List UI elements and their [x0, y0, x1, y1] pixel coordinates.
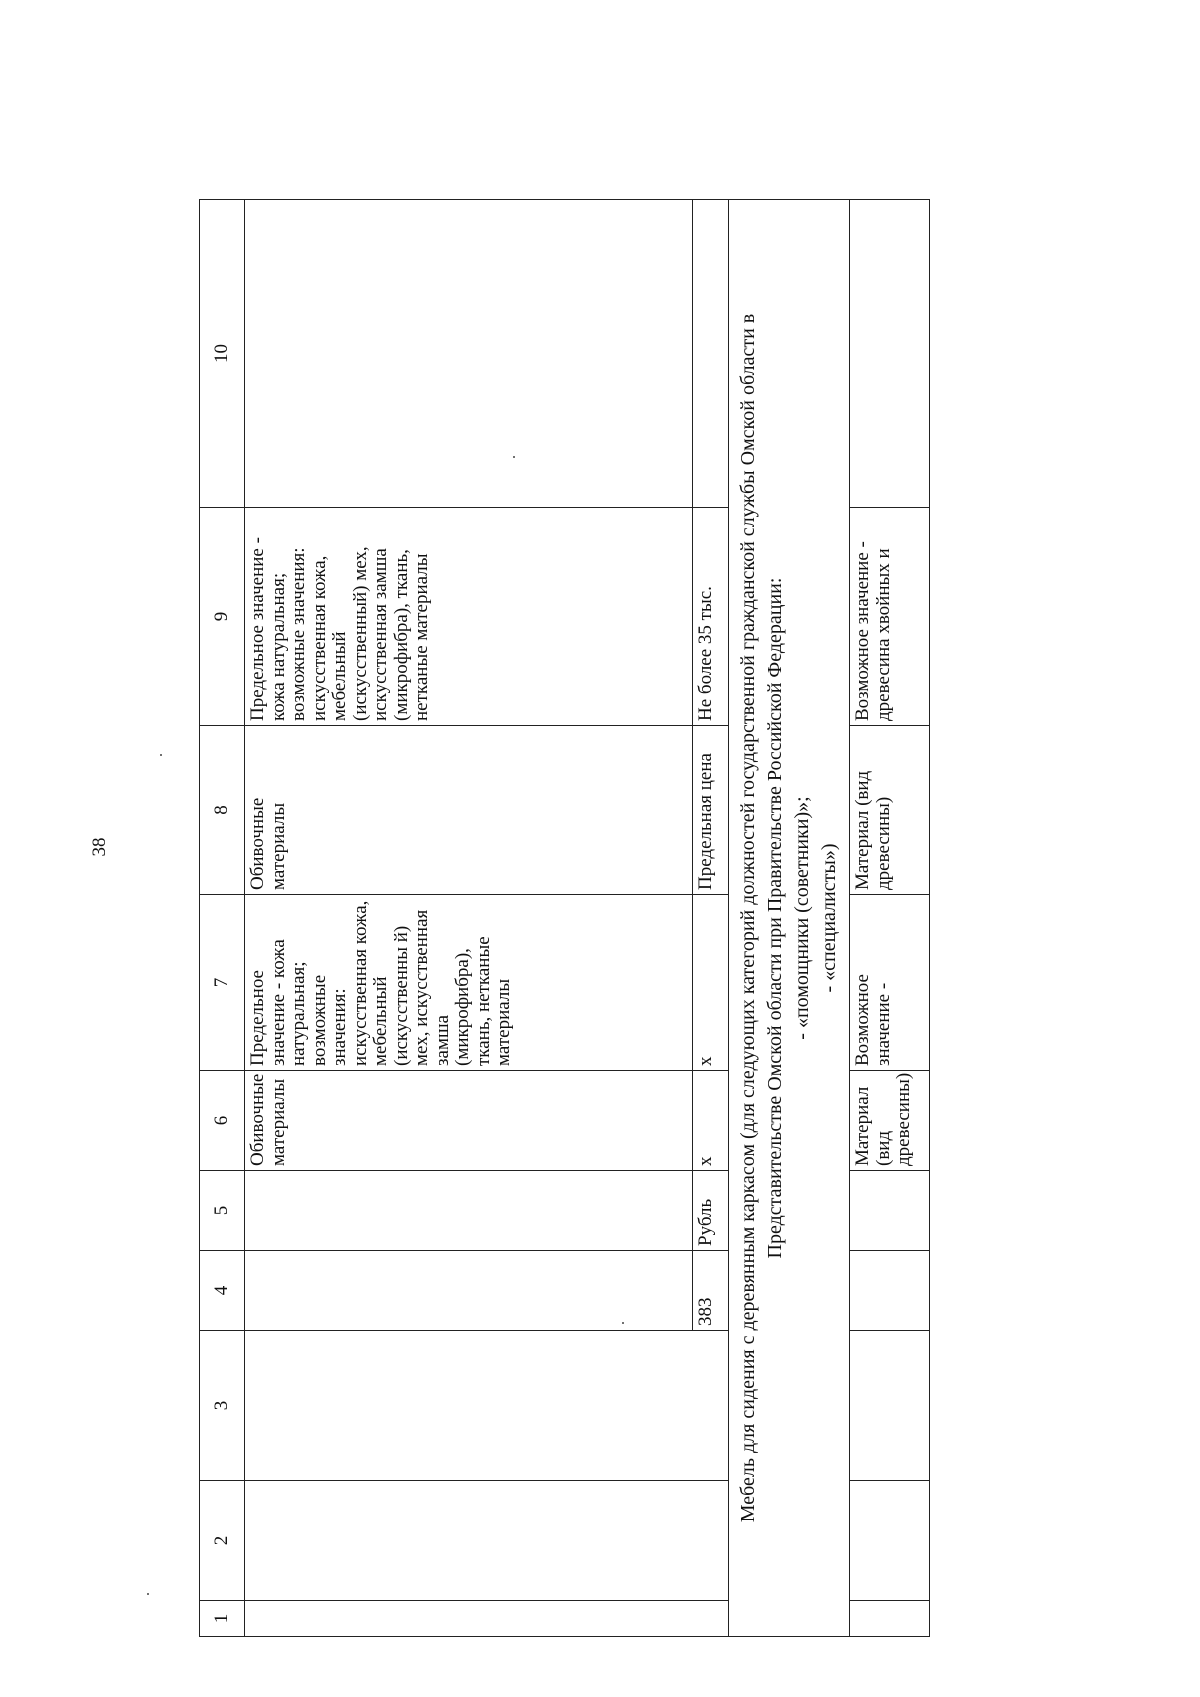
price-x-2: x — [693, 895, 729, 1071]
scan-speck — [147, 1593, 149, 1595]
section-heading — [729, 200, 850, 1637]
section-item-1: - «помощники (советники)»; — [791, 796, 813, 1040]
scan-speck — [513, 456, 515, 458]
unit-name: Рубль — [693, 1171, 729, 1251]
cell — [245, 1481, 693, 1601]
cell — [245, 1601, 693, 1637]
cell — [693, 1601, 729, 1637]
material-char-value: Возможное значение - — [850, 895, 930, 1071]
col-header-6: 6 — [200, 1071, 245, 1171]
price-row — [693, 200, 729, 1637]
cell — [245, 1251, 693, 1331]
upholstery-char-value: Предельное значение - кожа натуральная; возможные значения: искусственная кожа, мебельный (искусственны й) мех, искусственная замша (микрофибра), ткань, нетканые материалы — [245, 895, 693, 1071]
upholstery-char-value-2: Предельное значение - кожа натуральная; возможные значения: искусственная кожа, мебельный (искусственный) мех, искусственная замша (микрофибра), ткань, нетканые материалы — [245, 508, 693, 726]
cell — [850, 1331, 930, 1481]
material-row — [850, 200, 930, 1637]
section-title: Мебель для сидения с деревянным каркасом (для следующих категорий должностей государственной гражданской службы Омской области в Представительстве Омской области при Правительстве Российской Федерации: — [737, 313, 786, 1523]
cell — [850, 1601, 930, 1637]
price-char-value: Не более 35 тыс. — [693, 508, 729, 726]
col-header-4: 4 — [200, 1251, 245, 1331]
price-x-1: x — [693, 1071, 729, 1171]
section-item-2: - «специалисты») — [818, 843, 840, 993]
material-char-name: Материал (вид древесины) — [850, 1071, 930, 1171]
cell — [245, 1331, 693, 1481]
scan-speck — [622, 1322, 624, 1324]
cell — [850, 1481, 930, 1601]
cell — [693, 1481, 729, 1601]
page-number: 38 — [89, 837, 110, 857]
okei-code: 383 — [693, 1251, 729, 1331]
col-header-1: 1 — [200, 1601, 245, 1637]
cell — [693, 200, 729, 508]
header-row — [200, 200, 245, 1637]
upholstery-row — [245, 200, 693, 1637]
cell — [850, 1251, 930, 1331]
material-char-value-2: Возможное значение - древесина хвойных и — [850, 508, 930, 726]
specification-table — [199, 199, 930, 1637]
section-heading-row — [729, 200, 850, 1637]
upholstery-char-name-2: Обивочные материалы — [245, 726, 693, 895]
cell — [245, 1171, 693, 1251]
cell — [850, 1171, 930, 1251]
col-header-2: 2 — [200, 1481, 245, 1601]
price-char-name: Предельная цена — [693, 726, 729, 895]
scan-speck — [160, 754, 162, 756]
col-header-8: 8 — [200, 726, 245, 895]
cell — [850, 200, 930, 508]
col-header-3: 3 — [200, 1331, 245, 1481]
col-header-5: 5 — [200, 1171, 245, 1251]
cell — [245, 200, 693, 508]
material-char-name-2: Материал (вид древесины) — [850, 726, 930, 895]
col-header-10: 10 — [200, 200, 245, 508]
rotated-table-container — [199, 200, 959, 1637]
upholstery-char-name: Обивочные материалы — [245, 1071, 693, 1171]
col-header-9: 9 — [200, 508, 245, 726]
col-header-7: 7 — [200, 895, 245, 1071]
cell — [693, 1331, 729, 1481]
